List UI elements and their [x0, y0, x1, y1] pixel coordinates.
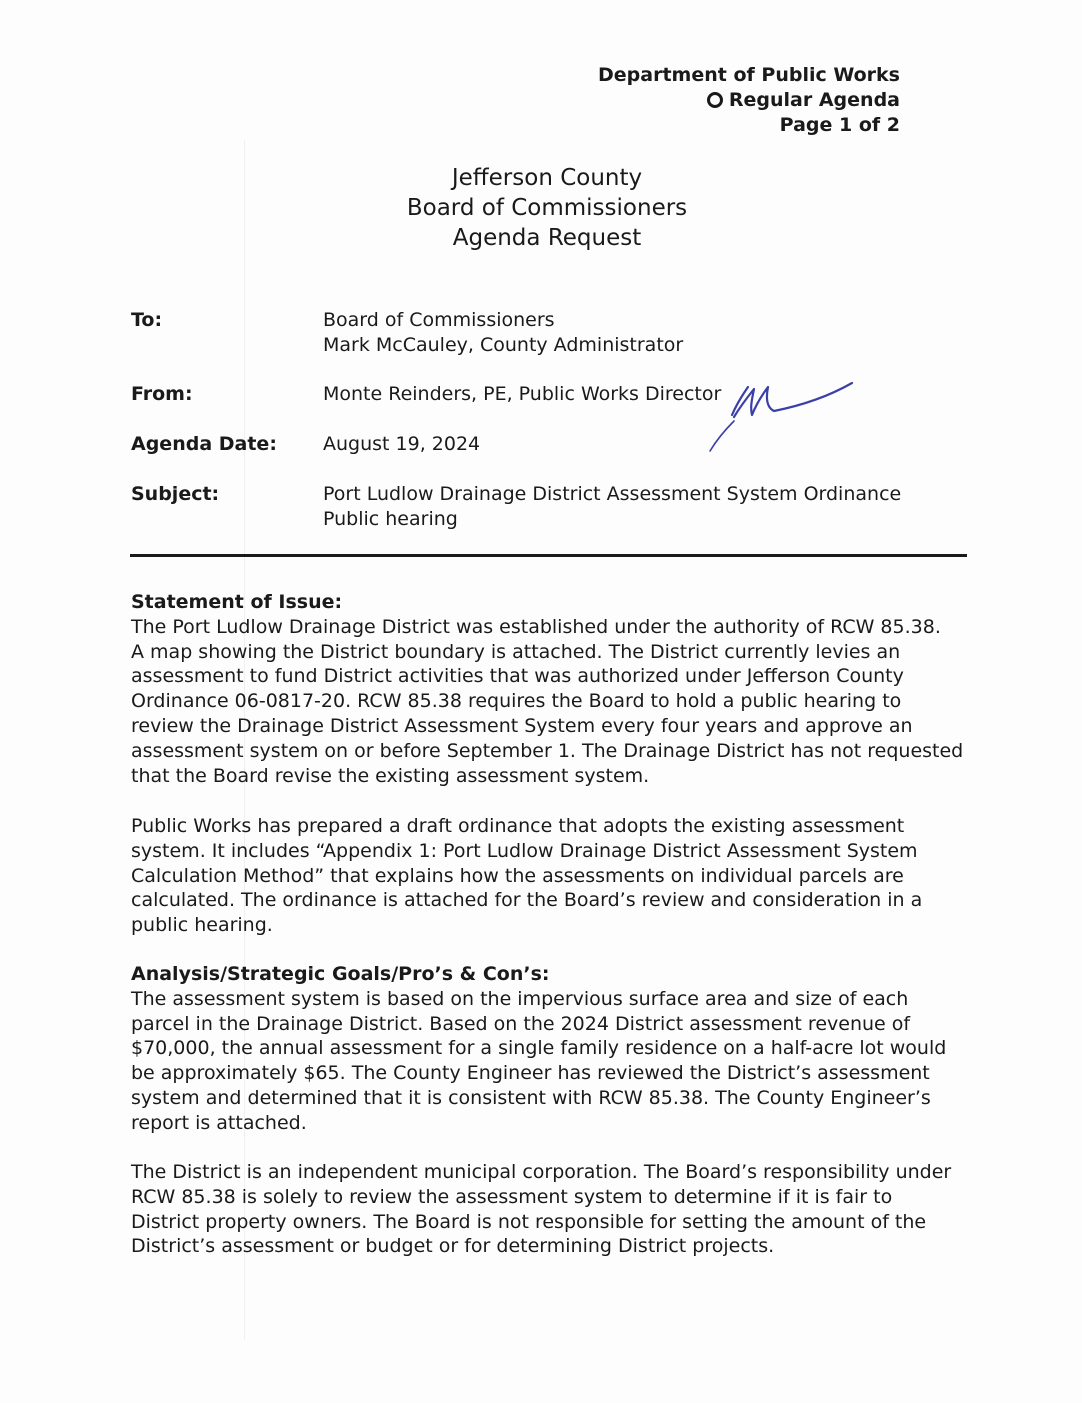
paragraph-line: public hearing.	[131, 914, 273, 937]
statement-heading: Statement of Issue:	[131, 591, 343, 613]
to-value	[323, 308, 683, 358]
paragraph-line: RCW 85.38 is solely to review the assessment system to determine if it is fair to	[131, 1185, 893, 1208]
from-value	[323, 382, 721, 407]
paragraph-line: be approximately $65. The County Engineer has reviewed the District’s assessment	[131, 1062, 930, 1085]
agenda-type-label: Regular Agenda	[728, 89, 900, 111]
title-line-2: Board of Commissioners	[406, 195, 688, 221]
paragraph-line: Public Works has prepared a draft ordinance that adopts the existing assessment	[131, 815, 905, 837]
paragraph-line: system and determined that it is consistent with RCW 85.38. The County Engineer’s	[131, 1086, 931, 1109]
handwritten-signature	[704, 373, 854, 463]
paragraph-line: Calculation Method” that explains how the assessments on individual parcels are	[131, 864, 904, 887]
paragraph-line: assessment system on or before September 1. The Drainage District has not requested	[131, 739, 964, 762]
paragraph-line: District’s assessment or budget or for determining District projects.	[131, 1235, 775, 1258]
paragraph-line: The Port Ludlow Drainage District was established under the authority of RCW 85.38.	[131, 615, 941, 638]
paragraph-line: The District is an independent municipal corporation. The Board’s responsibility under	[131, 1161, 952, 1183]
paragraph-line: calculated. The ordinance is attached for the Board’s review and consideration in a	[131, 889, 923, 912]
paragraph-line: report is attached.	[131, 1111, 307, 1134]
from-value-line: Monte Reinders, PE, Public Works Director	[323, 383, 722, 405]
paragraph-line: District property owners. The Board is not responsible for setting the amount of the	[131, 1210, 927, 1233]
paragraph-line: $70,000, the annual assessment for a single family residence on a half-acre lot would	[131, 1037, 947, 1060]
subject-line-1: Port Ludlow Drainage District Assessment System Ordinance	[323, 483, 902, 505]
paragraph-line: review the Drainage District Assessment System every four years and approve an	[131, 714, 913, 737]
paragraph-line: A map showing the District boundary is attached. The District currently levies an	[131, 640, 901, 663]
title-line-3: Agenda Request	[452, 225, 642, 251]
subject-value	[323, 482, 901, 532]
analysis-paragraph-2	[131, 1160, 971, 1259]
page-number: Page 1 of 2	[779, 114, 900, 136]
statement-of-issue-section	[131, 590, 971, 788]
document-header	[598, 63, 900, 138]
to-label: To:	[131, 309, 163, 331]
analysis-heading: Analysis/Strategic Goals/Pro’s & Con’s:	[131, 963, 550, 985]
subject-label: Subject:	[131, 483, 220, 505]
analysis-section	[131, 962, 971, 1136]
document-title	[0, 163, 1082, 253]
subject-line-2: Public hearing	[323, 508, 458, 530]
from-label: From:	[131, 383, 193, 405]
section-divider	[130, 554, 967, 557]
agenda-date-value	[323, 432, 480, 457]
paragraph-line: The assessment system is based on the impervious surface area and size of each	[131, 987, 909, 1010]
paragraph-line: that the Board revise the existing assessment system.	[131, 764, 650, 787]
bullet-icon	[707, 92, 723, 108]
paragraph-line: system. It includes “Appendix 1: Port Ludlow Drainage District Assessment System	[131, 839, 918, 862]
paragraph-line: Ordinance 06-0817-20. RCW 85.38 requires the Board to hold a public hearing to	[131, 690, 902, 713]
paragraph-line: parcel in the Drainage District. Based on the 2024 District assessment revenue of	[131, 1012, 911, 1035]
statement-paragraph-2	[131, 814, 971, 938]
department-name: Department of Public Works	[598, 64, 900, 86]
to-value-line-1: Board of Commissioners	[323, 309, 555, 331]
title-line-1: Jefferson County	[451, 165, 643, 191]
to-value-line-2: Mark McCauley, County Administrator	[323, 334, 684, 356]
paragraph-line: assessment to fund District activities that was authorized under Jefferson County	[131, 665, 904, 688]
agenda-date-line: August 19, 2024	[323, 433, 481, 455]
agenda-date-label: Agenda Date:	[131, 433, 277, 455]
agenda-type	[598, 88, 900, 113]
